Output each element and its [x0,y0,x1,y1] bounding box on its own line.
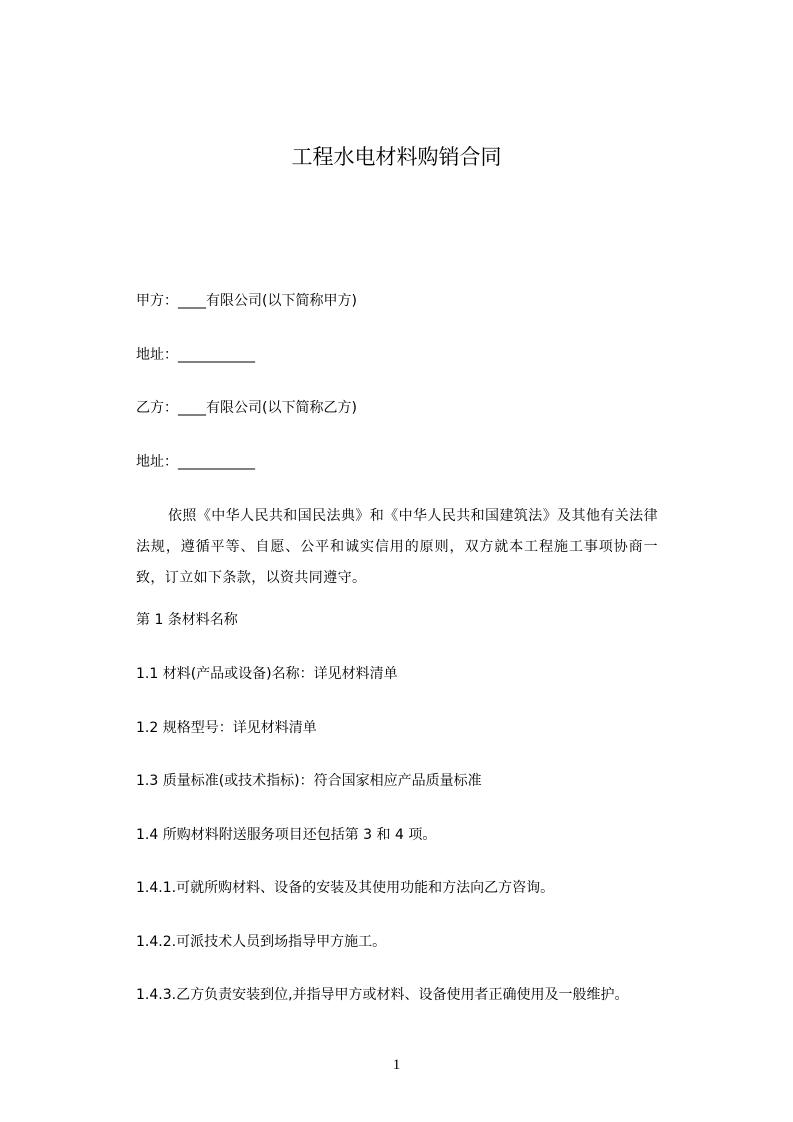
clause-1-4-2: 1.4.2.可派技术人员到场指导甲方施工。 [136,934,387,950]
clause-1-4-1: 1.4.1.可就所购材料、设备的安装及其使用功能和方法向乙方咨询。 [136,880,555,896]
clause-1-4: 1.4 所购材料附送服务项目还包括第 3 和 4 项。 [136,827,437,843]
clause-1-2: 1.2 规格型号：详见材料清单 [136,720,317,736]
party-b-line: 乙方：____有限公司(以下简称乙方) [136,400,357,416]
party-b-address: 地址：___________ [136,454,255,470]
article-1-heading: 第 1 条材料名称 [136,612,238,628]
party-a-line: 甲方：____有限公司(以下简称甲方) [136,293,357,309]
clause-1-4-3: 1.4.3.乙方负责安装到位,并指导甲方或材料、设备使用者正确使用及一般维护。 [136,987,629,1003]
document-title: 工程水电材料购销合同 [291,145,502,169]
clause-1-3: 1.3 质量标准(或技术指标)：符合国家相应产品质量标准 [136,773,482,789]
page-number: 1 [392,1057,401,1073]
clause-1-1: 1.1 材料(产品或设备)名称：详见材料清单 [136,666,398,682]
preamble-paragraph: 依照《中华人民共和国民法典》和《中华人民共和国建筑法》及其他有关法律法规，遵循平等、自愿、公平和诚实信用的原则，双方就本工程施工事项协商一致，订立如下条款，以资共同遵守。 [136,508,658,586]
party-a-address: 地址：___________ [136,347,255,363]
